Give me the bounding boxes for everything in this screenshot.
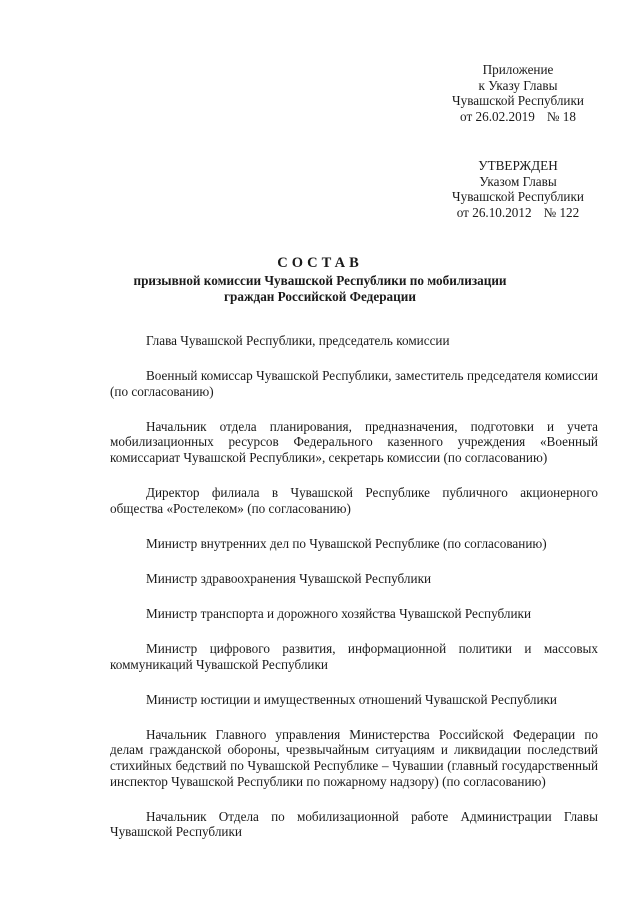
title-main: СОСТАВ <box>277 255 363 271</box>
approved-date: от 26.10.2012 <box>456 204 532 220</box>
appendix-date: от 26.02.2019 <box>460 108 535 124</box>
member-item: Глава Чувашской Республики, председатель комиссии <box>146 333 450 348</box>
appendix-number: № 18 <box>546 108 576 124</box>
approved-date-line <box>448 205 588 221</box>
appendix-date-line <box>448 109 588 125</box>
approved-number: № 122 <box>543 204 580 220</box>
approved-line-1: УТВЕРЖДЕН <box>478 158 558 173</box>
appendix-line-3: Чувашской Республики <box>452 93 584 108</box>
title-sub-line-1: призывной комиссии Чувашской Республики по мобилизации <box>133 273 507 288</box>
member-item: Министр внутренних дел по Чувашской Республике (по согласованию) <box>146 535 547 551</box>
member-item: Министр транспорта и дорожного хозяйства Чувашской Республики <box>146 605 531 621</box>
title-sub-line-2: граждан Российской Федерации <box>224 289 416 304</box>
member-item: Начальник Главного управления Министерства Российской Федерации по делам гражданской обороны, чрезвычайным ситуациям и ликвидации последствий стихийных бедствий по Чувашской Республике – Чувашии (главный государственный инспектор Чувашской Республики по пожарному надзору) (по согласованию) <box>110 726 598 789</box>
member-item: Министр юстиции и имущественных отношений Чувашской Республики <box>146 691 557 707</box>
appendix-line-2: к Указу Главы <box>478 77 558 93</box>
member-item: Начальник отдела планирования, предназначения, подготовки и учета мобилизационных ресурсов Федерального казенного учреждения «Военный комиссариат Чувашской Республики», секретарь комиссии (по согласованию) <box>110 418 598 465</box>
approved-stamp <box>448 158 588 220</box>
document-title <box>80 254 560 305</box>
member-item: Директор филиала в Чувашской Республике публичного акционерного общества «Ростелеком» (по согласованию) <box>110 485 598 516</box>
member-item: Военный комиссар Чувашской Республики, заместитель председателя комиссии (по согласованию) <box>110 368 598 399</box>
appendix-line-1: Приложение <box>482 62 554 77</box>
approved-line-2: Указом Главы <box>479 173 557 189</box>
approved-line-3: Чувашской Республики <box>452 189 584 204</box>
member-item: Начальник Отдела по мобилизационной работе Администрации Главы Чувашской Республики <box>110 808 598 840</box>
members-list <box>110 333 598 859</box>
member-item: Министр цифрового развития, информационной политики и массовых коммуникаций Чувашской Республики <box>110 641 598 672</box>
appendix-stamp <box>448 62 588 124</box>
member-item: Министр здравоохранения Чувашской Республики <box>146 570 432 586</box>
